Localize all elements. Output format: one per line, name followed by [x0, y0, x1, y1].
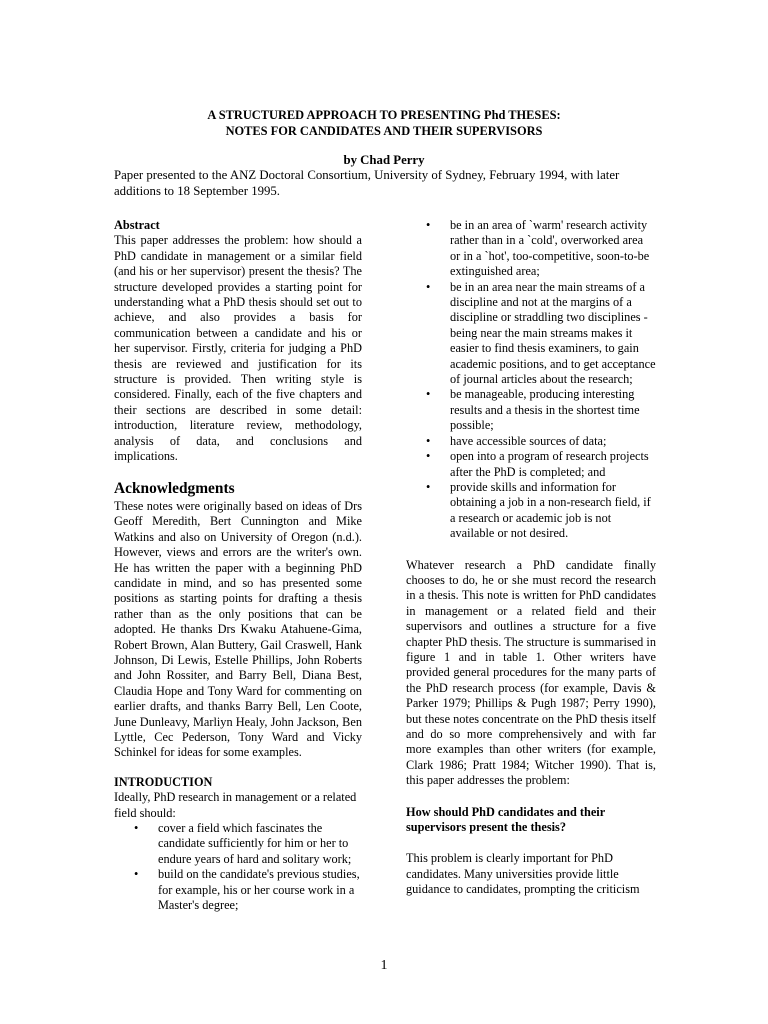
- spacer: [406, 789, 656, 805]
- title-line-1: A STRUCTURED APPROACH TO PRESENTING Phd THESES:: [207, 108, 561, 122]
- acknowledgments-heading: Acknowledgments: [114, 479, 235, 497]
- bullet-icon: •: [426, 433, 431, 448]
- introduction-bullet-list: [114, 821, 362, 913]
- bullet-icon: •: [134, 867, 139, 882]
- list-item-text: be manageable, producing interesting results and a thesis in the shortest time possible;: [450, 387, 640, 433]
- bullet-icon: •: [426, 387, 431, 402]
- list-item: [406, 387, 656, 433]
- abstract-text: This paper addresses the problem: how should a PhD candidate in management or a similar field (and his or her supervisor) present the thesis? The structure developed provides a starting point for understanding what a PhD thesis should set out to achieve, and also provides a basis for communication between a candidate and his or her supervisor. Firstly, criteria for judging a PhD thesis are reviewed and justification for its structure is provided. Then writing style is considered. Finally, each of the five chapters and their sections are described in some detail: introduction, literature review, methodology, analysis of data, and conclusions and implications.: [114, 233, 362, 464]
- left-column: [114, 218, 362, 913]
- acknowledgments-text: These notes were originally based on ideas of Drs Geoff Meredith, Bert Cunnington and Mike Watkins and also on University of Oregon (n.d.). However, views and errors are the writer's own. He has written the paper with a beginning PhD candidate in mind, and so has presented some positions as starting points for drafting a thesis rather than as the only positions that can be adopted. He thanks Drs Kwaku Atahuene-Gima, Robert Brown, Alan Buttery, Gail Craswell, Hank Johnson, Di Lewis, Estelle Phillips, John Roberts and John Rossiter, and Barry Bell, Diana Best, Claudia Hope and Tony Ward for commenting on earlier drafts, and thanks Barry Bell, Len Coote, June Dunleavy, Marliyn Healy, John Jackson, Ben Lyttle, Cec Pederson, Tony Ward and Vicky Schinkel for ideas for some examples.: [114, 498, 362, 760]
- criteria-bullet-list: [406, 218, 656, 542]
- title-line-2: NOTES FOR CANDIDATES AND THEIR SUPERVISORS: [225, 123, 543, 138]
- abstract-heading: Abstract: [114, 218, 160, 232]
- bullet-icon: •: [426, 449, 431, 464]
- bullet-icon: •: [134, 821, 139, 836]
- page-number: 1: [380, 958, 388, 973]
- bullet-icon: •: [426, 218, 431, 232]
- author-byline: by Chad Perry: [343, 153, 425, 167]
- list-item-text: have accessible sources of data;: [450, 433, 607, 448]
- list-item: [114, 867, 362, 913]
- list-item: [406, 280, 656, 388]
- right-column: [406, 218, 656, 898]
- spacer: [406, 835, 656, 851]
- list-item-text: be in an area of `warm' research activity rather than in a `cold', overworked area or in a `hot', too-competitive, soon-to-be extinguished area;: [450, 218, 650, 279]
- list-item: [406, 434, 656, 449]
- bullet-icon: •: [426, 279, 431, 294]
- paper-title: [0, 108, 768, 139]
- question-heading: How should PhD candidates and their supervisors present the thesis?: [406, 804, 605, 835]
- list-item-text: be in an area near the main streams of a discipline and not at the margins of a discipline or straddling two disciplines - being near the main streams makes it easier to find thesis examiners, to gain academic positions, and to get acceptance of journal articles about the research;: [450, 279, 656, 387]
- list-item-text: build on the candidate's previous studies, for example, his or her course work in a Master's degree;: [158, 867, 360, 913]
- list-item-text: open into a program of research projects after the PhD is completed; and: [450, 449, 649, 479]
- list-item: [406, 449, 656, 480]
- bullet-icon: •: [426, 479, 431, 494]
- presentation-note: Paper presented to the ANZ Doctoral Consortium, University of Sydney, February 1994, with later additions to 18 September 1995.: [114, 168, 620, 198]
- list-item: [406, 218, 656, 280]
- list-item: [114, 821, 362, 867]
- list-item: [406, 480, 656, 542]
- list-item-text: cover a field which fascinates the candidate sufficiently for him or her to endure years of hard and solitary work;: [158, 821, 352, 866]
- list-item-text: provide skills and information for obtaining a job in a non-research field, if a research or academic job is not available or not desired.: [450, 479, 651, 541]
- introduction-heading: INTRODUCTION: [114, 774, 213, 789]
- introduction-text: Ideally, PhD research in management or a related field should:: [114, 790, 357, 820]
- body-paragraph: This problem is clearly important for PhD candidates. Many universities provide little guidance to candidates, prompting the criticism: [406, 851, 640, 897]
- body-paragraph: Whatever research a PhD candidate finally chooses to do, he or she must record the research in a thesis. This note is written for PhD candidates in management or a related field and their supervisors and outlines a structure for a five chapter PhD thesis. The structure is summarised in figure 1 and in table 1. Other writers have provided general procedures for the many parts of the PhD research process (for example, Davis & Parker 1979; Phillips & Pugh 1987; Perry 1990), but these notes concentrate on the PhD thesis itself and do so more comprehensively and with far more examples than other writers (for example, Clark 1986; Pratt 1984; Witcher 1990). That is, this paper addresses the problem:: [406, 557, 656, 788]
- spacer: [406, 542, 656, 558]
